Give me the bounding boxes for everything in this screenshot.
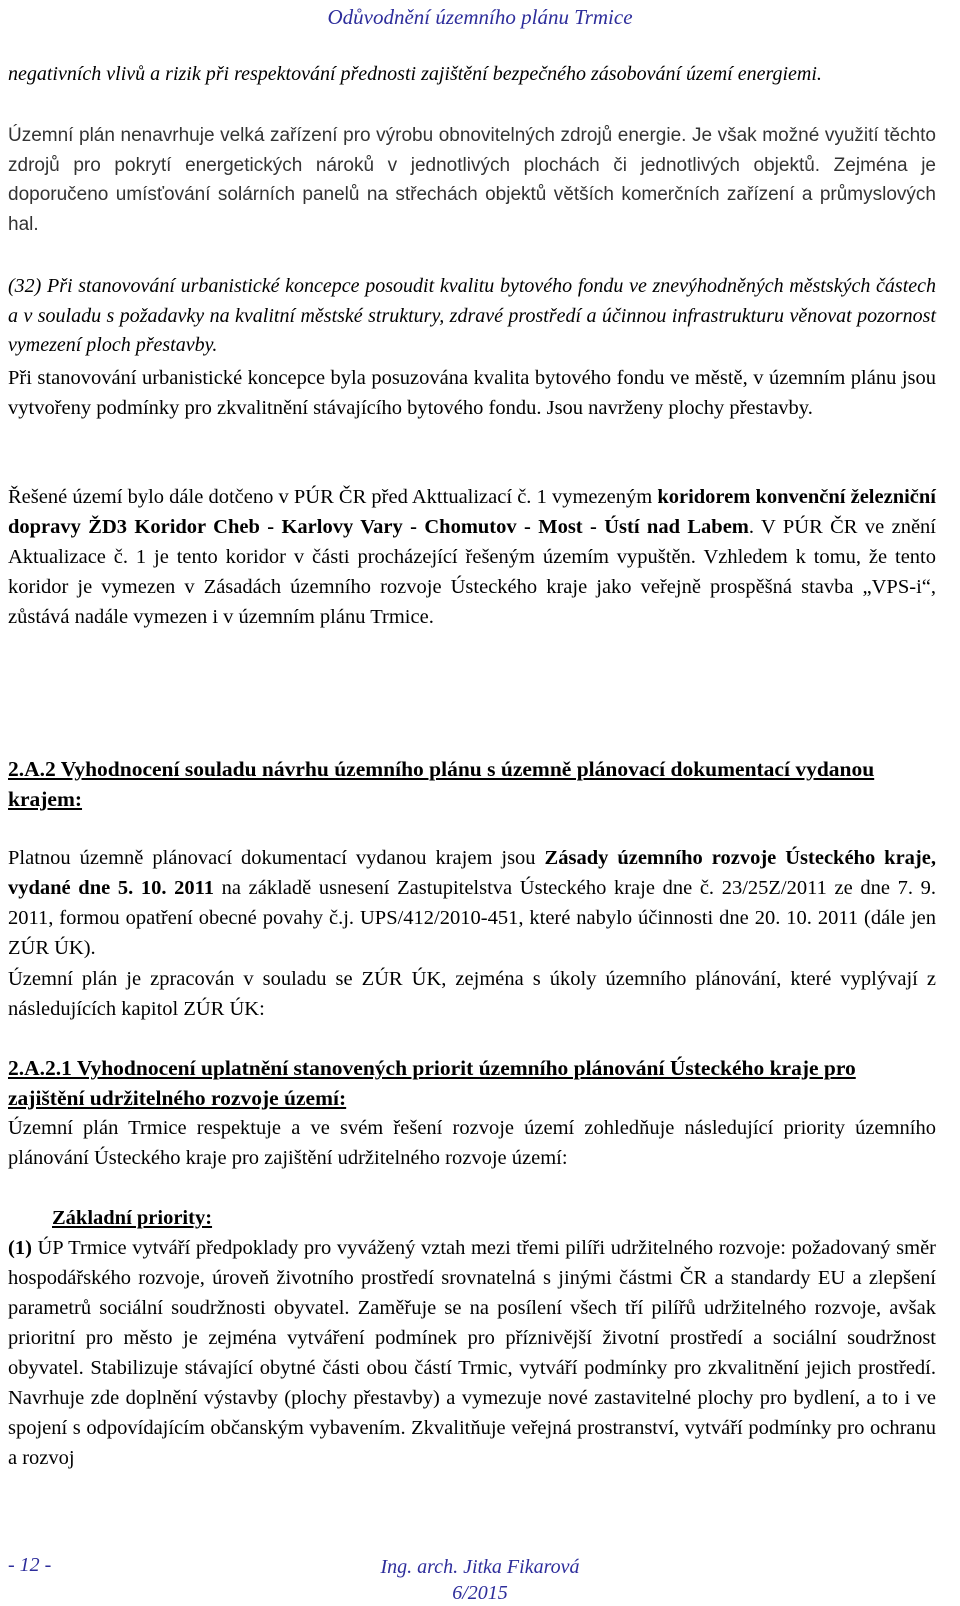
paragraph-renewable-energy: Územní plán nenavrhuje velká zařízení pro výrobu obnovitelných zdrojů energie. Je však možné využití těchto zdrojů pro pokrytí energetických nároků v jednotlivých plochách či jednotlivých objektů. Zejména je doporučeno umísťování solárních panelů na střechách objektů větších komerčních zařízení a průmyslových hal. [8,125,936,235]
section-heading-2a21: 2.A.2.1 Vyhodnocení uplatnění stanovených priorit územního plánování Ústeckého kraje pro zajištění udržitelného rozvoje území: [8,1056,856,1110]
author-name: Ing. arch. Jitka Fikarová [380,1556,580,1578]
corridor-text-bold: koridorem konvenční železniční dopravy ŽD3 Koridor Cheb - Karlovy Vary - Chomutov - Most - Ústí nad Labem [8,486,936,538]
subheading-basic-priorities: Základní priority: [52,1207,213,1229]
paragraph-zur-uk [8,843,936,963]
section-heading-2a2: 2.A.2 Vyhodnocení souladu návrhu územního plánu s územně plánovací dokumentací vydanou krajem: [8,757,875,811]
corridor-text-2: . V PÚR ČR ve znění Aktualizace č. 1 je tento koridor v části procházející řešeným územím vypuštěn. Vzhledem k tomu, že tento koridor je vymezen v Zásadách územního rozvoje Ústeckého kraje jako veřejně prospěšná stavba „VPS-i“, zůstává nadále vymezen i v územním plánu Trmice. [8,516,936,628]
paragraph-response-32: Při stanovování urbanistické koncepce byla posuzována kvalita bytového fondu ve městě, v územním plánu jsou vytvořeny podmínky pro zkvalitnění stávajícího bytového fondu. Jsou navrženy plochy přestavby. [8,367,936,419]
corridor-text-1: Řešené území bylo dále dotčeno v PÚR ČR před Akttualizací č. 1 vymezeným [8,486,658,508]
zur-text-bold: Zásady územního rozvoje Ústeckého kraje, vydané dne 5. 10. 2011 [8,847,936,899]
running-header: Odůvodnění územního plánu Trmice [327,5,633,29]
paragraph-railway-corridor [8,482,936,632]
paragraph-priorities-intro: Územní plán Trmice respektuje a ve svém řešení rozvoje území zohledňuje následující priority územního plánování Ústeckého kraje pro zajištění udržitelného rozvoje území: [8,1117,936,1169]
page-footer [0,1548,960,1604]
document-date: 6/2015 [452,1582,508,1604]
footer-author [0,1554,960,1606]
paragraph-priority-1 [8,1233,936,1473]
priority-number: (1) [8,1237,32,1259]
paragraph-requirement-32: (32) Při stanovování urbanistické koncepce posoudit kvalitu bytového fondu ve znevýhodněných městských částech a v souladu s požadavky na kvalitní městské struktury, zdravé prostředí a účinnou infrastrukturu věnovat pozornost vymezení ploch přestavby. [8,275,936,356]
page-number: - 12 - [8,1554,52,1576]
paragraph-zur-compliance: Územní plán je zpracován v souladu se ZÚR ÚK, zejména s úkoly územního plánování, které vyplývají z následujících kapitol ZÚR ÚK: [8,968,936,1020]
zur-text-2: na základě usnesení Zastupitelstva Ústeckého kraje dne č. 23/25Z/2011 ze dne 7. 9. 2011, formou opatření obecné povahy č.j. UPS/412/2010-451, které nabylo účinnosti dne 20. 10. 2011 (dále jen ZÚR ÚK). [8,877,936,959]
priority-text: ÚP Trmice vytváří předpoklady pro vyvážený vztah mezi třemi pilíři udržitelného rozvoje: požadovaný směr hospodářského rozvoje, úroveň životního prostředí srovnatelná s jinými částmi ČR a standardy EU a zlepšení parametrů sociální soudržnosti obyvatel. Zaměřuje se na posílení všech tří pilířů udržitelného rozvoje, avšak prioritní pro město je zejména vytváření podmínek pro příznivější životní prostředí a sociální soudržnost obyvatel. Stabilizuje stávající obytné části obou částí Trmic, vytváří podmínky pro zkvalitnění jejich prostředí. Navrhuje zde doplnění výstavby (plochy přestavby) a vymezuje nové zastavitelné plochy pro bydlení, a to i ve spojení s odpovídajícím občanským vybavením. Zkvalitňuje veřejná prostranství, vytváří podmínky pro ochranu a rozvoj [8,1237,936,1469]
zur-text-1: Platnou územně plánovací dokumentací vydanou krajem jsou [8,847,545,869]
paragraph-energy-requirement-end: negativních vlivů a rizik při respektování přednosti zajištění bezpečného zásobování území energiemi. [8,63,822,85]
